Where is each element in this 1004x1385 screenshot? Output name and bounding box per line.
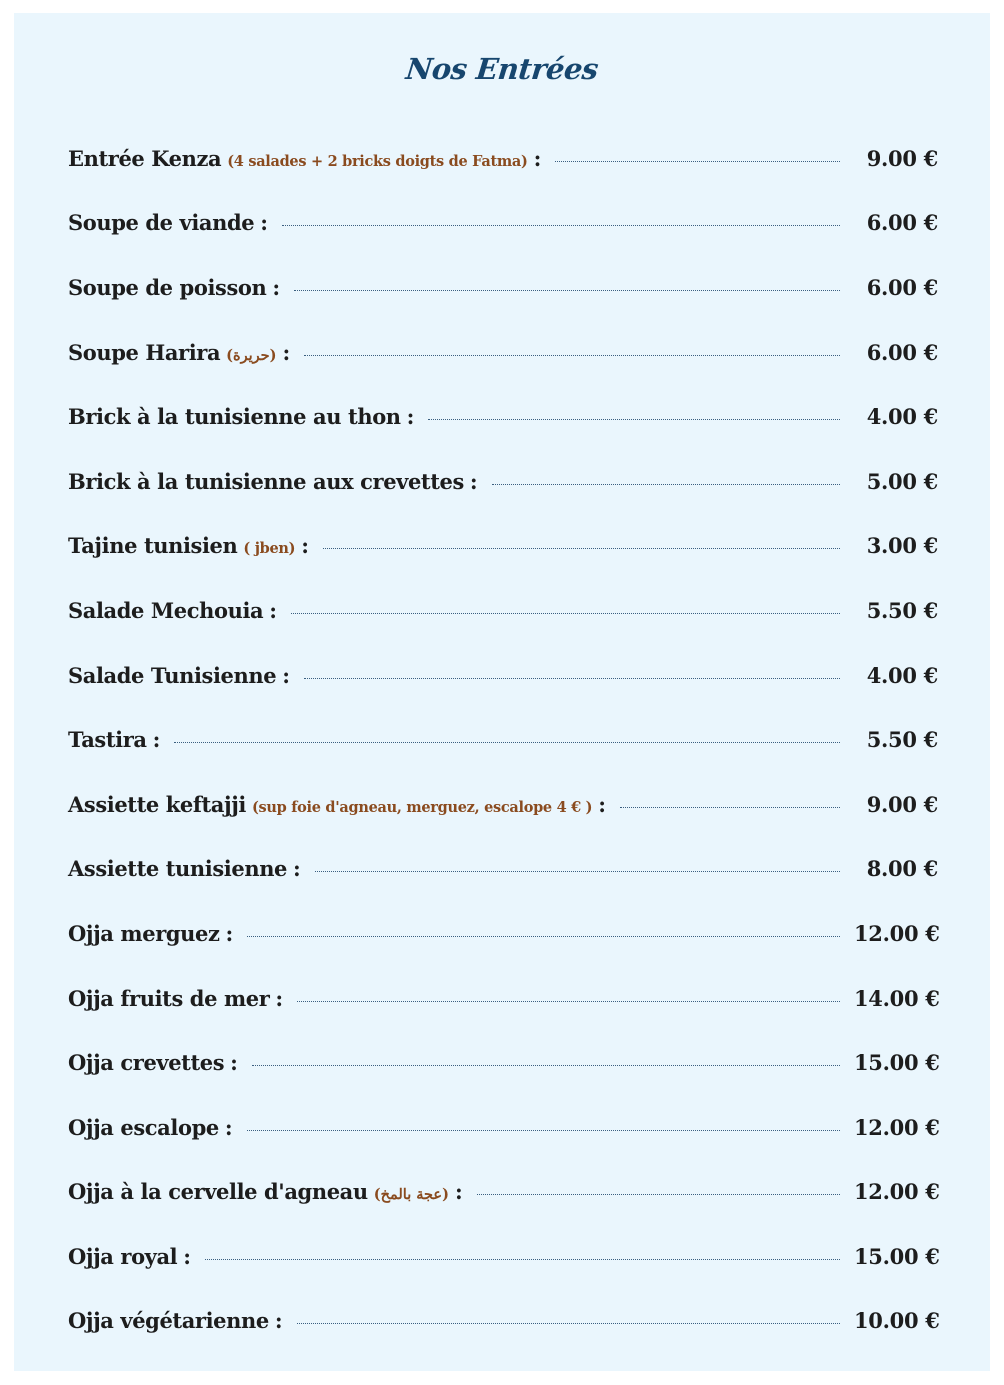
menu-item-price: 8.00 € [866,856,938,882]
menu-item [68,578,938,643]
menu-item-colon: : [225,920,234,946]
menu-item-name: Brick à la tunisienne au thon [68,404,401,430]
menu-item-colon: : [406,404,415,430]
menu-item-label [68,1179,463,1204]
menu-item-label [68,856,301,881]
menu-item-label [68,146,541,171]
menu-item [68,1030,938,1095]
menu-item-colon: : [533,145,542,171]
menu-item [68,643,938,708]
menu-item-label [68,598,277,623]
menu-list [68,126,938,1353]
dotted-leader [247,936,840,937]
menu-item [68,837,938,902]
menu-item-name: Ojja à la cervelle d'agneau [68,1179,368,1205]
menu-item-price: 12.00 € [854,920,940,946]
menu-item [68,320,938,385]
menu-item [68,255,938,320]
menu-item-colon: : [274,1308,283,1334]
menu-item-name: Brick à la tunisienne aux crevettes [68,468,464,494]
menu-item-name: Tastira [68,727,147,753]
menu-item-label [68,1115,233,1140]
menu-item-note: (4 salades + 2 bricks doigts de Fatma) [227,152,528,170]
menu-item-name: Soupe de viande [68,210,255,236]
menu-item-colon: : [269,597,277,623]
menu-item-price: 15.00 € [854,1050,940,1076]
dotted-leader [252,1065,840,1066]
menu-item-price: 15.00 € [854,1243,940,1269]
menu-item-price: 5.00 € [866,468,938,494]
menu-item-price: 12.00 € [854,1179,940,1205]
dotted-leader [323,548,840,549]
menu-item-colon: : [293,856,301,882]
menu-item [68,191,938,256]
menu-item-price: 5.50 € [866,727,938,753]
menu-item-name: Ojja crevettes [68,1050,225,1076]
menu-item-label [68,1244,191,1269]
dotted-leader [205,1259,840,1260]
dotted-leader [247,1130,840,1131]
menu-item-price: 14.00 € [854,985,940,1011]
menu-item-note: (sup foie d'agneau, merguez, escalope 4 € ) [251,798,593,816]
menu-item-name: Ojja fruits de mer [68,985,270,1011]
menu-item-colon: : [230,1050,238,1076]
menu-item-name: Soupe de poisson [68,274,267,300]
dotted-leader [297,1323,840,1324]
dotted-leader [282,225,840,226]
menu-item-label [68,986,283,1011]
menu-item-colon: : [224,1114,233,1140]
menu-item-name: Soupe Harira [68,339,221,365]
dotted-leader [297,1001,840,1002]
menu-item-note: (عجة بالمخ) [373,1186,449,1204]
menu-item-colon: : [275,985,284,1011]
dotted-leader [428,419,840,420]
menu-item-colon: : [282,662,290,688]
menu-item-price: 6.00 € [866,274,938,300]
dotted-leader [304,355,840,356]
menu-item-colon: : [183,1243,192,1269]
menu-item-price: 4.00 € [866,662,938,688]
menu-item-name: Salade Mechouia [68,597,264,623]
dotted-leader [174,742,840,743]
menu-item-name: Assiette tunisienne [68,856,288,882]
menu-item-label [68,404,414,429]
menu-item [68,1160,938,1225]
menu-item-colon: : [282,339,291,365]
menu-item-label [68,921,233,946]
menu-item-label [68,210,268,235]
menu-item-name: Assiette keftajji [68,791,246,817]
menu-item-label [68,275,280,300]
dotted-leader [477,1194,840,1195]
menu-item-colon: : [272,274,281,300]
menu-item-name: Ojja escalope [68,1114,219,1140]
menu-item-price: 6.00 € [866,339,938,365]
menu-item-label [68,1308,283,1333]
menu-item-label [68,1050,238,1075]
menu-item-name: Tajine tunisien [68,533,238,559]
menu-item [68,449,938,514]
menu-item-price: 6.00 € [866,210,938,236]
menu-item-price: 10.00 € [854,1308,940,1334]
menu-item-price: 9.00 € [866,791,938,817]
menu-item-price: 3.00 € [866,533,938,559]
menu-item-label [68,727,160,752]
menu-item-colon: : [301,533,309,559]
page-title: Nos Entrées [404,52,600,86]
menu-item-label [68,533,309,558]
menu-item-colon: : [469,468,478,494]
dotted-leader [620,807,840,808]
menu-item-price: 9.00 € [866,145,938,171]
dotted-leader [315,871,840,872]
menu-item-label [68,663,290,688]
menu-item-price: 4.00 € [866,404,938,430]
menu-item-name: Entrée Kenza [68,145,222,171]
dotted-leader [294,290,840,291]
menu-item [68,126,938,191]
menu-item [68,707,938,772]
dotted-leader [555,161,840,162]
menu-item [68,966,938,1031]
dotted-leader [291,613,840,614]
menu-item-price: 5.50 € [866,597,938,623]
menu-item-note: ( jben) [243,540,296,558]
menu-item-colon: : [454,1179,463,1205]
menu-item-name: Ojja végétarienne [68,1308,269,1334]
menu-item [68,1224,938,1289]
dotted-leader [492,484,840,485]
menu-item-colon: : [152,727,161,753]
menu-item-label [68,340,290,365]
menu-item [68,514,938,579]
menu-item-label [68,792,606,817]
menu-item-name: Ojja merguez [68,920,220,946]
menu-item-note: (حريرة) [226,346,277,364]
menu-item-label [68,469,478,494]
dotted-leader [304,678,840,679]
menu-item [68,901,938,966]
menu-item [68,384,938,449]
menu-item [68,1289,938,1354]
menu-item-colon: : [260,210,269,236]
menu-item [68,1095,938,1160]
menu-item [68,772,938,837]
menu-item-name: Salade Tunisienne [68,662,277,688]
menu-item-name: Ojja royal [68,1243,178,1269]
menu-item-price: 12.00 € [854,1114,940,1140]
menu-item-colon: : [598,791,606,817]
